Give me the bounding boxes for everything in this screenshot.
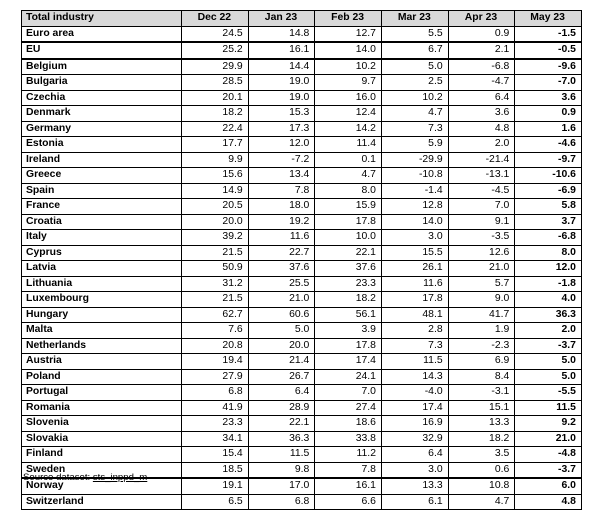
row-value-cell: 11.4 xyxy=(315,137,382,153)
row-value-cell: -3.7 xyxy=(515,462,582,478)
row-value-cell: 34.1 xyxy=(182,431,249,447)
row-value-cell: 5.0 xyxy=(381,59,448,75)
row-value-cell: -7.0 xyxy=(515,75,582,91)
source-dataset-link[interactable]: sts_inppd_m xyxy=(92,472,148,483)
row-value-cell: 18.0 xyxy=(248,199,315,215)
row-value-cell: 4.8 xyxy=(515,494,582,510)
row-value-cell: 16.1 xyxy=(248,42,315,59)
table-row xyxy=(22,431,582,447)
table-header-row xyxy=(22,11,582,27)
row-value-cell: 28.5 xyxy=(182,75,249,91)
row-value-cell: 11.5 xyxy=(248,447,315,463)
row-value-cell: 20.1 xyxy=(182,90,249,106)
row-value-cell: 3.7 xyxy=(515,214,582,230)
table-row xyxy=(22,354,582,370)
row-value-cell: 22.1 xyxy=(248,416,315,432)
row-value-cell: 11.6 xyxy=(248,230,315,246)
header-mar-23: Mar 23 xyxy=(381,11,448,27)
row-value-cell: 10.0 xyxy=(315,230,382,246)
row-value-cell: 7.8 xyxy=(248,183,315,199)
row-country-name: Finland xyxy=(22,447,182,463)
row-value-cell: 6.4 xyxy=(381,447,448,463)
row-country-name: Spain xyxy=(22,183,182,199)
row-value-cell: 7.0 xyxy=(448,199,515,215)
row-value-cell: 23.3 xyxy=(182,416,249,432)
row-value-cell: 19.0 xyxy=(248,75,315,91)
row-value-cell: 25.2 xyxy=(182,42,249,59)
row-value-cell: 11.2 xyxy=(315,447,382,463)
source-label: Source dataset: xyxy=(23,472,93,483)
row-value-cell: 31.2 xyxy=(182,276,249,292)
row-value-cell: 11.5 xyxy=(515,400,582,416)
row-value-cell: 6.1 xyxy=(381,494,448,510)
row-value-cell: 14.8 xyxy=(248,26,315,42)
table-row xyxy=(22,416,582,432)
row-value-cell: -5.5 xyxy=(515,385,582,401)
row-value-cell: 21.5 xyxy=(182,245,249,261)
row-value-cell: 60.6 xyxy=(248,307,315,323)
row-value-cell: 22.4 xyxy=(182,121,249,137)
row-value-cell: -9.6 xyxy=(515,59,582,75)
row-value-cell: -0.5 xyxy=(515,42,582,59)
row-value-cell: 10.8 xyxy=(448,478,515,494)
row-value-cell: 13.4 xyxy=(248,168,315,184)
table-row xyxy=(22,75,582,91)
table-row xyxy=(22,338,582,354)
row-value-cell: 12.4 xyxy=(315,106,382,122)
header-apr-23: Apr 23 xyxy=(448,11,515,27)
table-row xyxy=(22,199,582,215)
row-value-cell: 5.8 xyxy=(515,199,582,215)
table-row xyxy=(22,323,582,339)
row-value-cell: 9.8 xyxy=(248,462,315,478)
row-value-cell: 0.9 xyxy=(448,26,515,42)
row-value-cell: 14.0 xyxy=(381,214,448,230)
row-value-cell: 5.0 xyxy=(248,323,315,339)
row-value-cell: 4.0 xyxy=(515,292,582,308)
row-value-cell: 56.1 xyxy=(315,307,382,323)
row-value-cell: 3.6 xyxy=(515,90,582,106)
row-value-cell: 12.7 xyxy=(315,26,382,42)
row-value-cell: 14.3 xyxy=(381,369,448,385)
row-value-cell: 9.0 xyxy=(448,292,515,308)
row-value-cell: 8.0 xyxy=(515,245,582,261)
row-value-cell: 4.7 xyxy=(381,106,448,122)
row-value-cell: 5.5 xyxy=(381,26,448,42)
row-value-cell: 9.1 xyxy=(448,214,515,230)
row-value-cell: 2.0 xyxy=(448,137,515,153)
row-value-cell: 12.8 xyxy=(381,199,448,215)
row-value-cell: 12.6 xyxy=(448,245,515,261)
row-value-cell: 21.4 xyxy=(248,354,315,370)
header-industry: Total industry xyxy=(22,11,182,27)
table-row xyxy=(22,400,582,416)
row-value-cell: 27.9 xyxy=(182,369,249,385)
table-row xyxy=(22,183,582,199)
row-value-cell: -1.4 xyxy=(381,183,448,199)
row-value-cell: 3.6 xyxy=(448,106,515,122)
header-may-23: May 23 xyxy=(515,11,582,27)
table-row xyxy=(22,292,582,308)
row-value-cell: -21.4 xyxy=(448,152,515,168)
table-row xyxy=(22,307,582,323)
row-value-cell: -13.1 xyxy=(448,168,515,184)
row-country-name: Sweden xyxy=(22,462,182,478)
row-value-cell: -10.6 xyxy=(515,168,582,184)
row-value-cell: 48.1 xyxy=(381,307,448,323)
row-value-cell: 15.4 xyxy=(182,447,249,463)
row-value-cell: 32.9 xyxy=(381,431,448,447)
row-value-cell: 21.5 xyxy=(182,292,249,308)
row-value-cell: 21.0 xyxy=(248,292,315,308)
row-value-cell: 6.5 xyxy=(182,494,249,510)
row-value-cell: 12.0 xyxy=(515,261,582,277)
row-value-cell: 7.8 xyxy=(315,462,382,478)
row-country-name: Switzerland xyxy=(22,494,182,510)
row-value-cell: 6.7 xyxy=(381,42,448,59)
row-value-cell: 12.0 xyxy=(248,137,315,153)
industry-table-container xyxy=(21,10,581,510)
row-country-name: Ireland xyxy=(22,152,182,168)
table-row xyxy=(22,214,582,230)
table-row xyxy=(22,276,582,292)
row-value-cell: -7.2 xyxy=(248,152,315,168)
row-country-name: Slovenia xyxy=(22,416,182,432)
row-value-cell: 17.8 xyxy=(315,338,382,354)
row-country-name: Slovakia xyxy=(22,431,182,447)
row-country-name: Norway xyxy=(22,478,182,494)
row-value-cell: 20.0 xyxy=(248,338,315,354)
row-value-cell: 2.1 xyxy=(448,42,515,59)
row-value-cell: 17.8 xyxy=(381,292,448,308)
row-value-cell: 6.9 xyxy=(448,354,515,370)
header-dec-22: Dec 22 xyxy=(182,11,249,27)
row-value-cell: -6.9 xyxy=(515,183,582,199)
row-value-cell: 16.0 xyxy=(315,90,382,106)
row-value-cell: 2.8 xyxy=(381,323,448,339)
table-row xyxy=(22,121,582,137)
row-value-cell: -4.8 xyxy=(515,447,582,463)
row-value-cell: 6.6 xyxy=(315,494,382,510)
row-value-cell: -10.8 xyxy=(381,168,448,184)
table-row xyxy=(22,447,582,463)
table-row xyxy=(22,26,582,42)
row-country-name: Estonia xyxy=(22,137,182,153)
row-value-cell: -6.8 xyxy=(448,59,515,75)
row-value-cell: 22.1 xyxy=(315,245,382,261)
row-value-cell: 50.9 xyxy=(182,261,249,277)
table-row xyxy=(22,494,582,510)
row-country-name: Luxembourg xyxy=(22,292,182,308)
table-row xyxy=(22,261,582,277)
table-row xyxy=(22,369,582,385)
row-value-cell: -3.1 xyxy=(448,385,515,401)
row-value-cell: 6.4 xyxy=(448,90,515,106)
row-country-name: Cyprus xyxy=(22,245,182,261)
row-value-cell: -3.7 xyxy=(515,338,582,354)
row-country-name: Czechia xyxy=(22,90,182,106)
row-value-cell: 3.9 xyxy=(315,323,382,339)
row-value-cell: 14.2 xyxy=(315,121,382,137)
row-value-cell: 6.0 xyxy=(515,478,582,494)
row-value-cell: 22.7 xyxy=(248,245,315,261)
table-row xyxy=(22,168,582,184)
row-value-cell: -3.5 xyxy=(448,230,515,246)
row-value-cell: 24.5 xyxy=(182,26,249,42)
row-value-cell: -6.8 xyxy=(515,230,582,246)
row-value-cell: 17.3 xyxy=(248,121,315,137)
row-value-cell: 19.0 xyxy=(248,90,315,106)
row-country-name: Netherlands xyxy=(22,338,182,354)
row-value-cell: 8.4 xyxy=(448,369,515,385)
row-value-cell: 25.5 xyxy=(248,276,315,292)
row-country-name: Croatia xyxy=(22,214,182,230)
row-value-cell: 18.5 xyxy=(182,462,249,478)
row-value-cell: 0.1 xyxy=(315,152,382,168)
row-value-cell: 41.7 xyxy=(448,307,515,323)
row-value-cell: 15.9 xyxy=(315,199,382,215)
row-value-cell: 19.2 xyxy=(248,214,315,230)
row-value-cell: 18.6 xyxy=(315,416,382,432)
row-value-cell: 33.8 xyxy=(315,431,382,447)
row-value-cell: 28.9 xyxy=(248,400,315,416)
table-row xyxy=(22,137,582,153)
row-value-cell: 13.3 xyxy=(381,478,448,494)
row-value-cell: 7.6 xyxy=(182,323,249,339)
row-value-cell: 17.8 xyxy=(315,214,382,230)
header-feb-23: Feb 23 xyxy=(315,11,382,27)
row-value-cell: 21.0 xyxy=(515,431,582,447)
row-value-cell: 21.0 xyxy=(448,261,515,277)
row-country-name: Greece xyxy=(22,168,182,184)
row-value-cell: 16.1 xyxy=(315,478,382,494)
row-value-cell: 5.0 xyxy=(515,354,582,370)
row-country-name: Denmark xyxy=(22,106,182,122)
row-value-cell: 1.6 xyxy=(515,121,582,137)
row-value-cell: 19.1 xyxy=(182,478,249,494)
row-value-cell: 29.9 xyxy=(182,59,249,75)
row-value-cell: -4.6 xyxy=(515,137,582,153)
row-value-cell: -29.9 xyxy=(381,152,448,168)
row-country-name: Lithuania xyxy=(22,276,182,292)
row-value-cell: 7.0 xyxy=(315,385,382,401)
row-value-cell: 5.0 xyxy=(515,369,582,385)
row-value-cell: 39.2 xyxy=(182,230,249,246)
row-value-cell: 23.3 xyxy=(315,276,382,292)
row-country-name: EU xyxy=(22,42,182,59)
row-country-name: Hungary xyxy=(22,307,182,323)
table-row xyxy=(22,42,582,59)
row-value-cell: 3.0 xyxy=(381,462,448,478)
row-value-cell: 15.3 xyxy=(248,106,315,122)
row-value-cell: 41.9 xyxy=(182,400,249,416)
row-value-cell: 7.3 xyxy=(381,121,448,137)
row-value-cell: 17.7 xyxy=(182,137,249,153)
table-body xyxy=(22,26,582,510)
row-value-cell: 6.4 xyxy=(248,385,315,401)
row-country-name: Romania xyxy=(22,400,182,416)
table-row xyxy=(22,385,582,401)
row-value-cell: 3.5 xyxy=(448,447,515,463)
source-note xyxy=(23,472,147,483)
row-value-cell: 4.8 xyxy=(448,121,515,137)
industry-table xyxy=(21,10,582,510)
row-country-name: Germany xyxy=(22,121,182,137)
row-value-cell: 14.4 xyxy=(248,59,315,75)
row-value-cell: 10.2 xyxy=(381,90,448,106)
row-value-cell: 26.1 xyxy=(381,261,448,277)
row-value-cell: 13.3 xyxy=(448,416,515,432)
row-value-cell: 15.5 xyxy=(381,245,448,261)
header-jan-23: Jan 23 xyxy=(248,11,315,27)
table-row xyxy=(22,59,582,75)
table-row xyxy=(22,106,582,122)
table-row xyxy=(22,152,582,168)
row-value-cell: -4.5 xyxy=(448,183,515,199)
row-value-cell: 14.0 xyxy=(315,42,382,59)
row-value-cell: 11.5 xyxy=(381,354,448,370)
row-value-cell: 9.9 xyxy=(182,152,249,168)
row-value-cell: 37.6 xyxy=(315,261,382,277)
row-value-cell: -2.3 xyxy=(448,338,515,354)
row-value-cell: 7.3 xyxy=(381,338,448,354)
row-value-cell: 2.0 xyxy=(515,323,582,339)
row-value-cell: 2.5 xyxy=(381,75,448,91)
row-value-cell: 15.1 xyxy=(448,400,515,416)
row-value-cell: 18.2 xyxy=(448,431,515,447)
row-value-cell: 6.8 xyxy=(248,494,315,510)
row-country-name: Portugal xyxy=(22,385,182,401)
row-value-cell: 26.7 xyxy=(248,369,315,385)
table-row xyxy=(22,245,582,261)
row-value-cell: 18.2 xyxy=(182,106,249,122)
row-value-cell: -1.5 xyxy=(515,26,582,42)
row-value-cell: 20.0 xyxy=(182,214,249,230)
row-country-name: Malta xyxy=(22,323,182,339)
row-value-cell: 17.0 xyxy=(248,478,315,494)
row-value-cell: 15.6 xyxy=(182,168,249,184)
row-country-name: Latvia xyxy=(22,261,182,277)
row-value-cell: 10.2 xyxy=(315,59,382,75)
row-value-cell: 24.1 xyxy=(315,369,382,385)
row-value-cell: 20.5 xyxy=(182,199,249,215)
row-value-cell: 0.6 xyxy=(448,462,515,478)
row-value-cell: 36.3 xyxy=(248,431,315,447)
row-country-name: France xyxy=(22,199,182,215)
row-value-cell: 0.9 xyxy=(515,106,582,122)
row-value-cell: 17.4 xyxy=(381,400,448,416)
row-value-cell: 4.7 xyxy=(448,494,515,510)
row-value-cell: 3.0 xyxy=(381,230,448,246)
row-country-name: Belgium xyxy=(22,59,182,75)
row-value-cell: 27.4 xyxy=(315,400,382,416)
row-value-cell: 19.4 xyxy=(182,354,249,370)
row-value-cell: -4.7 xyxy=(448,75,515,91)
row-country-name: Italy xyxy=(22,230,182,246)
table-row xyxy=(22,230,582,246)
row-value-cell: -4.0 xyxy=(381,385,448,401)
row-value-cell: 4.7 xyxy=(315,168,382,184)
row-value-cell: 9.7 xyxy=(315,75,382,91)
table-row xyxy=(22,90,582,106)
row-value-cell: -9.7 xyxy=(515,152,582,168)
row-country-name: Austria xyxy=(22,354,182,370)
row-value-cell: 9.2 xyxy=(515,416,582,432)
row-country-name: Euro area xyxy=(22,26,182,42)
row-value-cell: 37.6 xyxy=(248,261,315,277)
row-value-cell: 36.3 xyxy=(515,307,582,323)
row-value-cell: 20.8 xyxy=(182,338,249,354)
row-value-cell: 5.7 xyxy=(448,276,515,292)
row-value-cell: 1.9 xyxy=(448,323,515,339)
row-country-name: Bulgaria xyxy=(22,75,182,91)
row-value-cell: 18.2 xyxy=(315,292,382,308)
row-value-cell: 5.9 xyxy=(381,137,448,153)
row-value-cell: 11.6 xyxy=(381,276,448,292)
row-country-name: Poland xyxy=(22,369,182,385)
row-value-cell: 8.0 xyxy=(315,183,382,199)
row-value-cell: 16.9 xyxy=(381,416,448,432)
row-value-cell: -1.8 xyxy=(515,276,582,292)
row-value-cell: 6.8 xyxy=(182,385,249,401)
row-value-cell: 14.9 xyxy=(182,183,249,199)
row-value-cell: 17.4 xyxy=(315,354,382,370)
row-value-cell: 62.7 xyxy=(182,307,249,323)
